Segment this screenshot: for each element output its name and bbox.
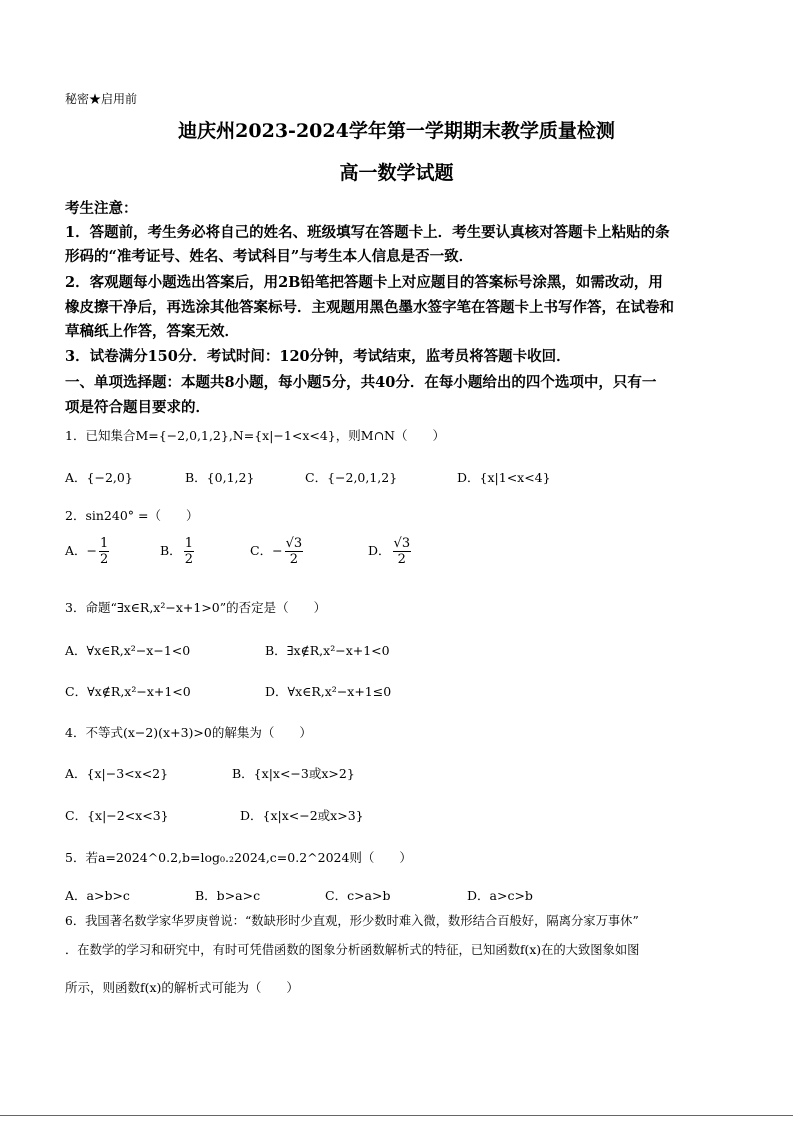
q2-b-label: B． — [160, 543, 182, 558]
q1-option-d: D．{x|1<x<4} — [457, 470, 551, 485]
section-heading-line-1: 一、单项选择题：本题共8小题，每小题5分，共40分．在每小题给出的四个选项中，只有一 — [65, 374, 657, 391]
q2-a-numerator: 1 — [100, 536, 109, 551]
q2-d-fraction — [393, 536, 412, 567]
q2-a-label: A． — [65, 543, 87, 558]
q2-a-denominator: 2 — [100, 552, 109, 567]
notice-1-line-1: 1．答题前，考生务必将自己的姓名、班级填写在答题卡上．考生要认真核对答题卡上粘贴的条 — [65, 224, 670, 241]
q2-option-d — [368, 536, 413, 567]
q4-option-d: D．{x|x<−2或x>3} — [240, 808, 364, 823]
q5-option-b: B．b>a>c — [195, 888, 261, 903]
question-6-line-1: 6．我国著名数学家华罗庚曾说：“数缺形时少直观，形少数时难入微，数形结合百般好，隔离分家万事休” — [65, 914, 639, 928]
question-6-line-2: ．在数学的学习和研究中，有时可凭借函数的图象分析函数解析式的特征，已知函数f(x)在的大致图象如图 — [65, 943, 640, 957]
question-3-stem: 3．命题“∃x∈R,x²−x+1>0”的否定是（ ） — [65, 600, 327, 615]
q2-d-numerator: √3 — [393, 536, 411, 551]
q5-option-d: D．a>c>b — [467, 888, 533, 903]
q1-option-c: C．{−2,0,1,2} — [305, 470, 398, 485]
q5-option-a: A．a>b>c — [65, 888, 130, 903]
question-4-stem: 4．不等式(x−2)(x+3)>0的解集为（ ） — [65, 725, 312, 740]
q2-b-numerator: 1 — [184, 536, 193, 551]
q3-option-d: D．∀x∈R,x²−x+1≤0 — [265, 684, 392, 699]
q4-option-a: A．{x|−3<x<2} — [65, 766, 169, 781]
q2-a-sign: − — [86, 543, 98, 558]
q2-option-b — [160, 536, 196, 567]
q4-option-b: B．{x|x<−3或x>2} — [232, 766, 355, 781]
q2-a-fraction — [99, 536, 109, 567]
question-2-stem: 2．sin240° =（ ） — [65, 508, 199, 523]
q3-option-b: B．∃x∉R,x²−x+1<0 — [265, 643, 390, 658]
notice-2-line-2: 橡皮擦干净后，再选涂其他答案标号．主观题用黑色墨水签字笔在答题卡上书写作答，在试卷和 — [65, 299, 674, 316]
q2-d-denominator: 2 — [397, 552, 406, 567]
exam-title: 迪庆州2023-2024学年第一学期期末教学质量检测 — [178, 120, 615, 142]
question-6-line-3: 所示，则函数f(x)的解析式可能为（ ） — [65, 980, 299, 995]
q2-b-denominator: 2 — [184, 552, 193, 567]
q2-c-sign: − — [272, 543, 283, 558]
q1-option-b: B．{0,1,2} — [185, 470, 255, 485]
q2-c-numerator: √3 — [285, 536, 303, 551]
notice-1-line-2: 形码的“准考证号、姓名、考试科目”与考生本人信息是否一致． — [65, 248, 474, 265]
page-bottom-rule — [0, 1115, 793, 1116]
q2-option-c — [250, 536, 305, 567]
question-1-stem: 1．已知集合M={−2,0,1,2},N={x|−1<x<4}，则M∩N（ ） — [65, 428, 445, 443]
q3-option-a: A．∀x∈R,x²−x−1<0 — [65, 643, 191, 658]
section-heading-line-2: 项是符合题目要求的． — [65, 399, 210, 416]
notice-3: 3．试卷满分150分．考试时间：120分钟，考试结束，监考员将答题卡收回． — [65, 348, 571, 365]
q2-d-label: D． — [368, 543, 391, 558]
notice-heading: 考生注意： — [65, 200, 138, 217]
q2-c-label: C． — [250, 543, 273, 558]
q3-option-c: C．∀x∉R,x²−x+1<0 — [65, 684, 191, 699]
q2-option-a — [65, 536, 111, 567]
q1-option-a: A．{−2,0} — [65, 470, 133, 485]
exam-subtitle: 高一数学试题 — [339, 162, 454, 184]
q4-option-c: C．{x|−2<x<3} — [65, 808, 169, 823]
q5-option-c: C．c>a>b — [325, 888, 391, 903]
question-5-stem: 5．若a=2024^0.2,b=log₀.₂2024,c=0.2^2024则（ ） — [65, 850, 412, 865]
confidential-label: 秘密★启用前 — [65, 92, 138, 106]
notice-2-line-3: 草稿纸上作答，答案无效． — [65, 323, 239, 340]
notice-2-line-1: 2．客观题每小题选出答案后，用2B铅笔把答题卡上对应题目的答案标号涂黑，如需改动，用 — [65, 274, 663, 291]
q2-c-fraction — [285, 536, 304, 567]
q2-c-denominator: 2 — [289, 552, 298, 567]
q2-b-fraction — [184, 536, 194, 567]
